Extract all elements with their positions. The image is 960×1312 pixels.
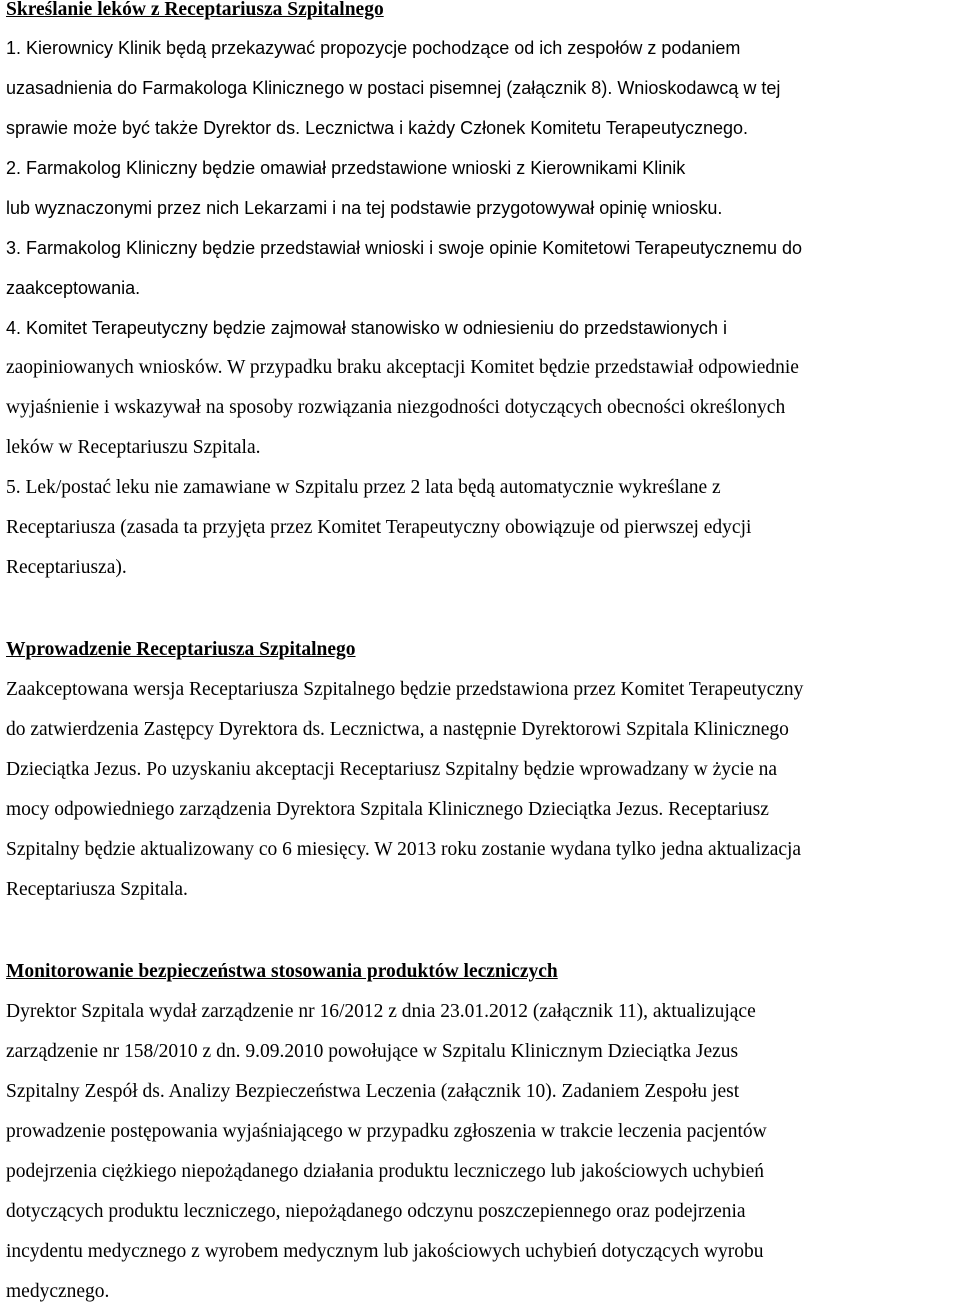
text-line: dotyczących produktu leczniczego, niepożądanego odczynu poszczepiennego oraz podejrzenia <box>6 1201 746 1222</box>
text-line: 3. Farmakolog Kliniczny będzie przedstawiał wnioski i swoje opinie Komitetowi Terapeutycznemu do <box>6 238 803 258</box>
text-line: zarządzenie nr 158/2010 z dn. 9.09.2010 powołujące w Szpitalu Klinicznym Dzieciątka Jezus <box>6 1041 739 1062</box>
text-line: Receptariusza). <box>6 557 127 578</box>
text-line: Szpitalny będzie aktualizowany co 6 miesięcy. W 2013 roku zostanie wydana tylko jedna aktualizacja <box>6 839 802 860</box>
section-body-monitorowanie <box>6 992 767 1312</box>
section-body-wprowadzenie <box>6 670 803 910</box>
text-line: zaakceptowania. <box>6 278 141 298</box>
text-line: incydentu medycznego z wyrobem medycznym lub jakościowych uchybień dotyczących wyrobu <box>6 1241 764 1262</box>
text-line: sprawie może być także Dyrektor ds. Lecznictwa i każdy Członek Komitetu Terapeutycznego. <box>6 118 748 138</box>
text-line: Dyrektor Szpitala wydał zarządzenie nr 16/2012 z dnia 23.01.2012 (załącznik 11), aktualizujące <box>6 1001 756 1022</box>
text-line: lub wyznaczonymi przez nich Lekarzami i na tej podstawie przygotowywał opinię wniosku. <box>6 198 723 218</box>
text-line: medycznego. <box>6 1281 110 1302</box>
text-line: podejrzenia ciężkiego niepożądanego działania produktu leczniczego lub jakościowych uchybień <box>6 1161 765 1182</box>
text-line: mocy odpowiedniego zarządzenia Dyrektora Szpitala Klinicznego Dzieciątka Jezus. Receptariusz <box>6 799 769 820</box>
text-line: zaopiniowanych wniosków. W przypadku braku akceptacji Komitet będzie przedstawiał odpowiednie <box>6 357 799 378</box>
text-line: Szpitalny Zespół ds. Analizy Bezpieczeństwa Leczenia (załącznik 10). Zadaniem Zespołu jest <box>6 1081 740 1102</box>
section-heading-skreslanie: Skreślanie leków z Receptariusza Szpitalnego <box>6 0 384 20</box>
text-line: Receptariusza (zasada ta przyjęta przez Komitet Terapeutyczny obowiązuje od pierwszej edycji <box>6 517 752 538</box>
section-heading-wprowadzenie: Wprowadzenie Receptariusza Szpitalnego <box>6 639 356 660</box>
text-line: 4. Komitet Terapeutyczny będzie zajmował stanowisko w odniesieniu do przedstawionych i <box>6 318 728 338</box>
text-line: 2. Farmakolog Kliniczny będzie omawiał przedstawione wnioski z Kierownikami Klinik <box>6 158 686 178</box>
text-line: prowadzenie postępowania wyjaśniającego w przypadku zgłoszenia w trakcie leczenia pacjentów <box>6 1121 767 1142</box>
text-line: uzasadnienia do Farmakologa Klinicznego w postaci pisemnej (załącznik 8). Wnioskodawcą w tej <box>6 78 781 98</box>
section-body-skreslanie <box>6 28 802 588</box>
text-line: Receptariusza Szpitala. <box>6 879 188 900</box>
text-line: do zatwierdzenia Zastępcy Dyrektora ds. Lecznictwa, a następnie Dyrektorowi Szpitala Klinicznego <box>6 719 789 740</box>
text-line: 5. Lek/postać leku nie zamawiane w Szpitalu przez 2 lata będą automatycznie wykreślane z <box>6 477 721 498</box>
text-line: 1. Kierownicy Klinik będą przekazywać propozycje pochodzące od ich zespołów z podaniem <box>6 38 741 58</box>
text-line: Zaakceptowana wersja Receptariusza Szpitalnego będzie przedstawiona przez Komitet Terapeutyczny <box>6 679 804 700</box>
text-line: Dzieciątka Jezus. Po uzyskaniu akceptacji Receptariusz Szpitalny będzie wprowadzany w życie na <box>6 759 778 780</box>
text-line: wyjaśnienie i wskazywał na sposoby rozwiązania niezgodności dotyczących obecności określonych <box>6 397 786 418</box>
text-line: leków w Receptariuszu Szpitala. <box>6 437 261 458</box>
section-heading-monitorowanie: Monitorowanie bezpieczeństwa stosowania produktów leczniczych <box>6 961 558 982</box>
